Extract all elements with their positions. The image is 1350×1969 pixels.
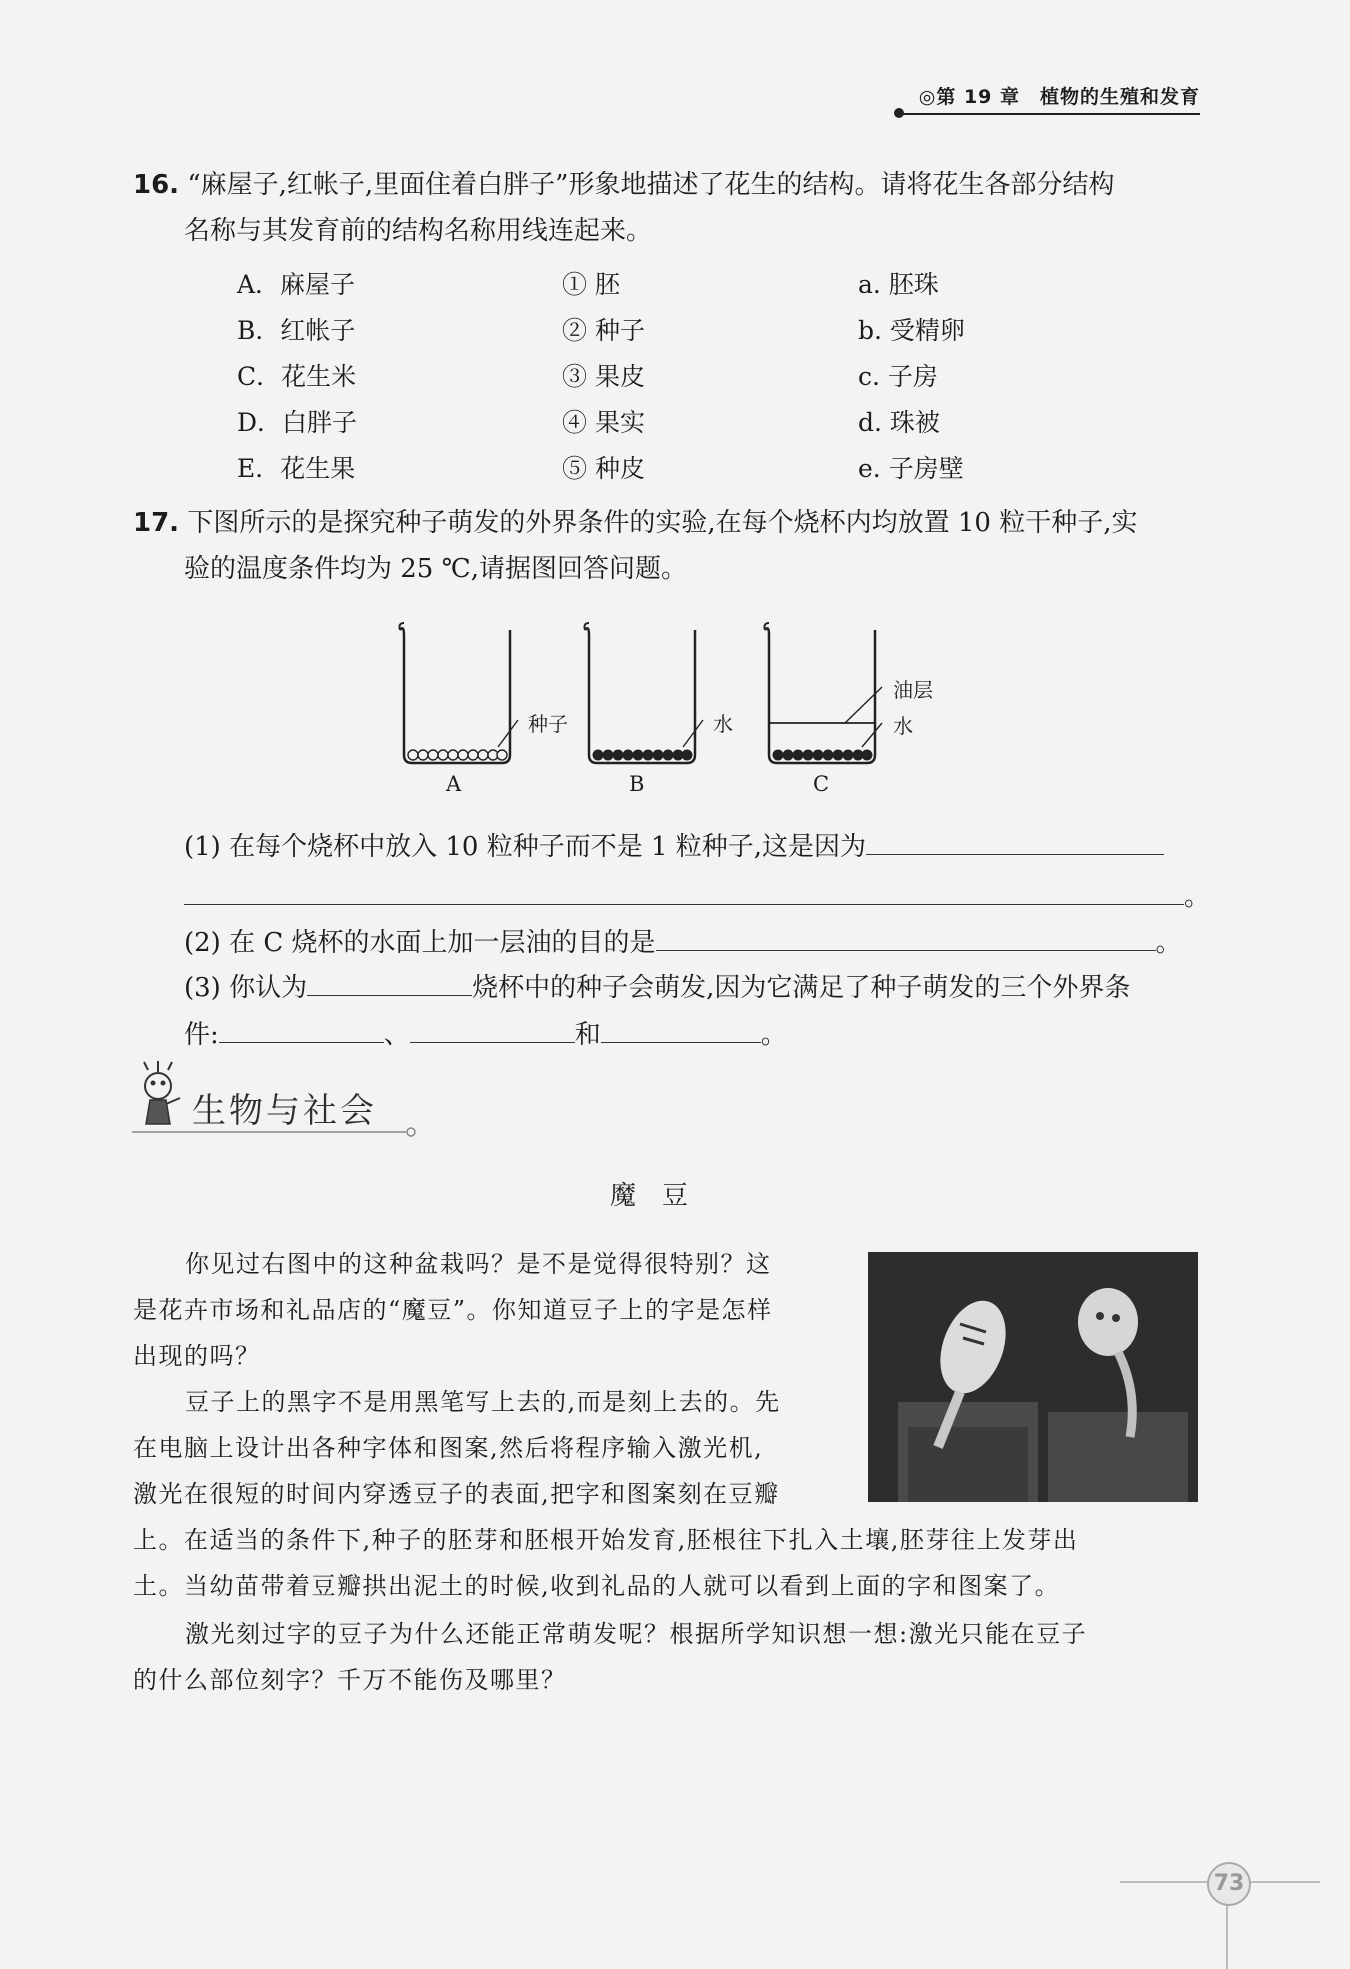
q16-number: 16.: [133, 170, 180, 200]
and-word: 和: [574, 1020, 601, 1050]
q17-sub2-text: (2) 在 C 烧杯的水面上加一层油的目的是: [184, 928, 656, 958]
label-b: B: [629, 772, 645, 796]
q16-col3-item: e. 子房壁: [858, 454, 964, 483]
label-water-c: 水: [893, 714, 913, 738]
q17-text-line2: 验的温度条件均为 25 ℃,请据图回答问题。: [184, 554, 687, 584]
header-rule: [900, 113, 1200, 115]
page-number: 73: [1207, 1862, 1251, 1906]
answer-blank-2[interactable]: [656, 920, 1156, 951]
period: 。: [1155, 928, 1182, 958]
q17-sub1: [184, 824, 1164, 870]
q17-sub3-cont: [184, 1012, 787, 1058]
answer-blank-3c[interactable]: [410, 1012, 575, 1043]
article-p1-l1: 你见过右图中的这种盆栽吗？是不是觉得很特别？这: [185, 1250, 772, 1278]
article-p1-l2: 是花卉市场和礼品店的“魔豆”。你知道豆子上的字是怎样: [133, 1296, 773, 1324]
article-p2-l5: 土。当幼苗带着豆瓣拱出泥土的时候,收到礼品的人就可以看到上面的字和图案了。: [133, 1572, 1061, 1600]
article-p3-l2: 的什么部位刻字？千万不能伤及哪里？: [133, 1666, 567, 1694]
q16-col1-item: C．花生米: [237, 362, 357, 391]
article-p2-l4: 上。在适当的条件下,种子的胚芽和胚根开始发育,胚根往下扎入土壤,胚芽往上发芽出: [133, 1526, 1079, 1554]
article-p2-l3: 激光在很短的时间内穿透豆子的表面,把字和图案刻在豆瓣: [133, 1480, 780, 1508]
q16-col1-item: B．红帐子: [237, 316, 356, 345]
answer-blank-3d[interactable]: [601, 1012, 761, 1043]
q16-col2-item: ② 种子: [562, 316, 645, 345]
label-water-b: 水: [713, 712, 733, 736]
q16-text-line1: “麻屋子,红帐子,里面住着白胖子”形象地描述了花生的结构。请将花生各部分结构: [187, 170, 1115, 200]
answer-blank-3a[interactable]: [307, 965, 472, 996]
q17-sub1-cont: [184, 874, 1210, 920]
q16-col2-item: ⑤ 种皮: [562, 454, 645, 483]
q16-col2-item: ④ 果实: [562, 408, 645, 437]
q16-col1-item: E．花生果: [237, 454, 356, 483]
label-seed: 种子: [528, 712, 568, 736]
beaker-figure: [390, 615, 970, 805]
period: 。: [1184, 882, 1211, 912]
separator: 、: [383, 1020, 410, 1050]
answer-blank-3b[interactable]: [219, 1012, 384, 1043]
q17-sub3-text-a: (3) 你认为: [184, 973, 308, 1003]
label-a: A: [446, 772, 462, 796]
article-title: 魔 豆: [610, 1181, 689, 1211]
q16-col3-item: d. 珠被: [858, 408, 940, 437]
q16-line1: [133, 162, 1114, 208]
q17-sub3-text-c: 件:: [184, 1020, 219, 1050]
q16-col2-item: ① 胚: [562, 270, 620, 299]
q17-number: 17.: [133, 508, 180, 538]
q16-text-line2: 名称与其发育前的结构名称用线连起来。: [184, 216, 653, 246]
beaker-a: [400, 623, 519, 763]
q17-text-line1: 下图所示的是探究种子萌发的外界条件的实验,在每个烧杯内均放置 10 粒干种子,实: [187, 508, 1138, 538]
q17-sub1-text: (1) 在每个烧杯中放入 10 粒种子而不是 1 粒种子,这是因为: [184, 832, 867, 862]
label-oil: 油层: [893, 678, 933, 702]
q16-col1-item: D．白胖子: [237, 408, 358, 437]
period: 。: [760, 1020, 787, 1050]
q16-col3-item: b. 受精卵: [858, 316, 965, 345]
q17-line1: [133, 500, 1137, 546]
label-c: C: [813, 772, 830, 796]
beaker-b: [585, 623, 704, 763]
q16-col2-item: ③ 果皮: [562, 362, 645, 391]
answer-blank-1b[interactable]: [184, 874, 1184, 905]
chapter-header: ◎第 19 章 植物的生殖和发育: [918, 86, 1200, 108]
magic-bean-photo: [868, 1252, 1198, 1502]
article-p2-l2: 在电脑上设计出各种字体和图案,然后将程序输入激光机,: [133, 1434, 764, 1462]
q17-sub3: [184, 965, 1130, 1011]
article-p2-l1: 豆子上的黑字不是用黑笔写上去的,而是刻上去的。先: [185, 1388, 781, 1416]
q17-sub2: [184, 920, 1182, 966]
section-title: 生物与社会: [192, 1091, 377, 1131]
beaker-c: [765, 623, 883, 763]
q16-col3-item: a. 胚珠: [858, 270, 939, 299]
article-p1-l3: 出现的吗？: [133, 1342, 261, 1370]
q16-col1-item: A．麻屋子: [237, 270, 356, 299]
q16-col3-item: c. 子房: [858, 362, 938, 391]
answer-blank-1a[interactable]: [866, 824, 1164, 855]
article-p3-l1: 激光刻过字的豆子为什么还能正常萌发呢？根据所学知识想一想:激光只能在豆子: [185, 1620, 1088, 1648]
q17-sub3-text-b: 烧杯中的种子会萌发,因为它满足了种子萌发的三个外界条: [472, 973, 1131, 1003]
